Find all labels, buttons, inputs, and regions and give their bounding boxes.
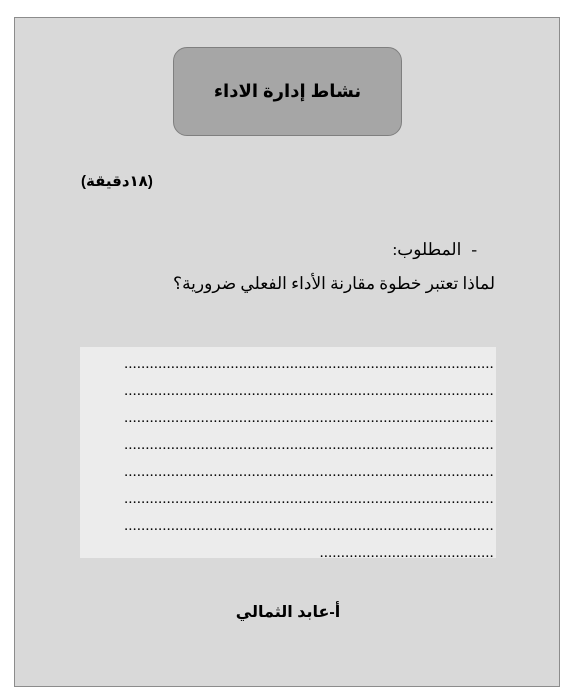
answer-line: ....................................................................................... xyxy=(124,437,494,453)
answer-line: ....................................................................................... xyxy=(124,491,494,507)
answer-line: ....................................................................................... xyxy=(124,383,494,399)
answer-line: ....................................................................................... xyxy=(124,410,494,426)
author-name: أ-عابد الثمالي xyxy=(235,604,341,621)
required-heading xyxy=(393,240,478,260)
answer-line: ....................................................................................... xyxy=(124,518,494,534)
answer-area xyxy=(80,347,496,561)
activity-title: نشاط إدارة الاداء xyxy=(213,81,362,101)
answer-line: ....................................................................................... xyxy=(124,464,494,480)
answer-line: ....................................................................................... xyxy=(124,356,494,372)
duration-label: (١٨دقيقة) xyxy=(81,173,153,190)
answer-line-last: ......................................... xyxy=(319,545,494,561)
required-dash: - xyxy=(471,240,477,259)
question-text: لماذا تعتبر خطوة مقارنة الأداء الفعلي ضرورية؟ xyxy=(173,274,495,293)
title-box xyxy=(173,47,402,136)
required-label: المطلوب: xyxy=(392,240,462,259)
worksheet-page xyxy=(14,17,560,687)
